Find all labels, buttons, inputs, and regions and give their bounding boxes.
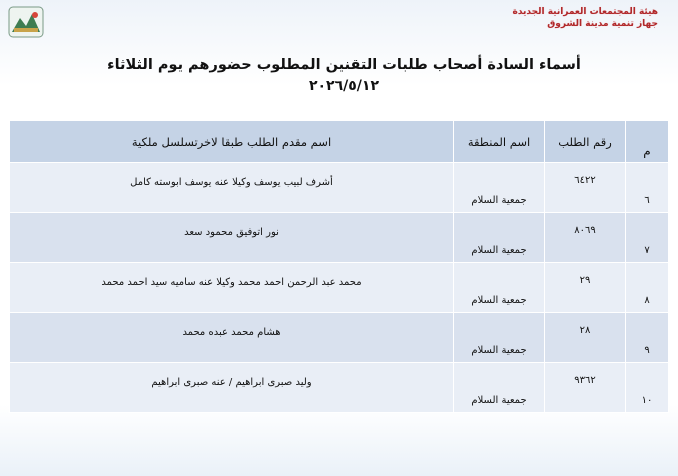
table-row — [10, 213, 669, 263]
row-name: نور اتوفيق محمود سعد — [10, 213, 454, 263]
row-num: ٧ — [626, 213, 669, 263]
table-row — [10, 263, 669, 313]
table-header-row — [10, 121, 669, 163]
table-row — [10, 163, 669, 213]
applicants-table — [9, 120, 669, 413]
row-area: جمعية السلام — [454, 313, 545, 363]
row-area: جمعية السلام — [454, 363, 545, 413]
row-num: ٨ — [626, 263, 669, 313]
title-text: أسماء السادة أصحاب طلبات التقنين المطلوب حضورهم يوم الثلاثاء — [107, 57, 581, 73]
agency-name: هيئة المجتمعات العمرانية الجديدة — [512, 7, 658, 17]
page-title — [0, 54, 678, 96]
row-request: ٢٩ — [545, 263, 626, 313]
agency-header — [513, 6, 658, 30]
agency-logo-icon — [8, 6, 44, 38]
row-request: ٩٣٦٢ — [545, 363, 626, 413]
row-area: جمعية السلام — [454, 213, 545, 263]
header-name: اسم مقدم الطلب طبقا لاخرتسلسل ملكية — [10, 121, 454, 163]
header-area: اسم المنطقة — [454, 121, 545, 163]
row-num: ١٠ — [626, 363, 669, 413]
header-request: رقم الطلب — [545, 121, 626, 163]
row-num: ٦ — [626, 163, 669, 213]
row-name: أشرف لبيب يوسف وكيلا عنه يوسف ابوسته كامل — [10, 163, 454, 213]
table-row — [10, 363, 669, 413]
row-request: ٢٨ — [545, 313, 626, 363]
row-num: ٩ — [626, 313, 669, 363]
row-name: محمد عبد الرحمن احمد محمد وكيلا عنه ساميه سيد احمد محمد — [10, 263, 454, 313]
row-request: ٨٠٦٩ — [545, 213, 626, 263]
row-name: وليد صبرى ابراهيم / عنه صبرى ابراهيم — [10, 363, 454, 413]
header-num: م — [626, 121, 669, 163]
table-row — [10, 313, 669, 363]
authority-name: جهاز تنمية مدينة الشروق — [547, 19, 658, 29]
row-name: هشام محمد عبده محمد — [10, 313, 454, 363]
row-request: ٦٤٢٢ — [545, 163, 626, 213]
row-area: جمعية السلام — [454, 163, 545, 213]
title-date: ٢٠٢٦/٥/١٢ — [308, 78, 380, 94]
row-area: جمعية السلام — [454, 263, 545, 313]
